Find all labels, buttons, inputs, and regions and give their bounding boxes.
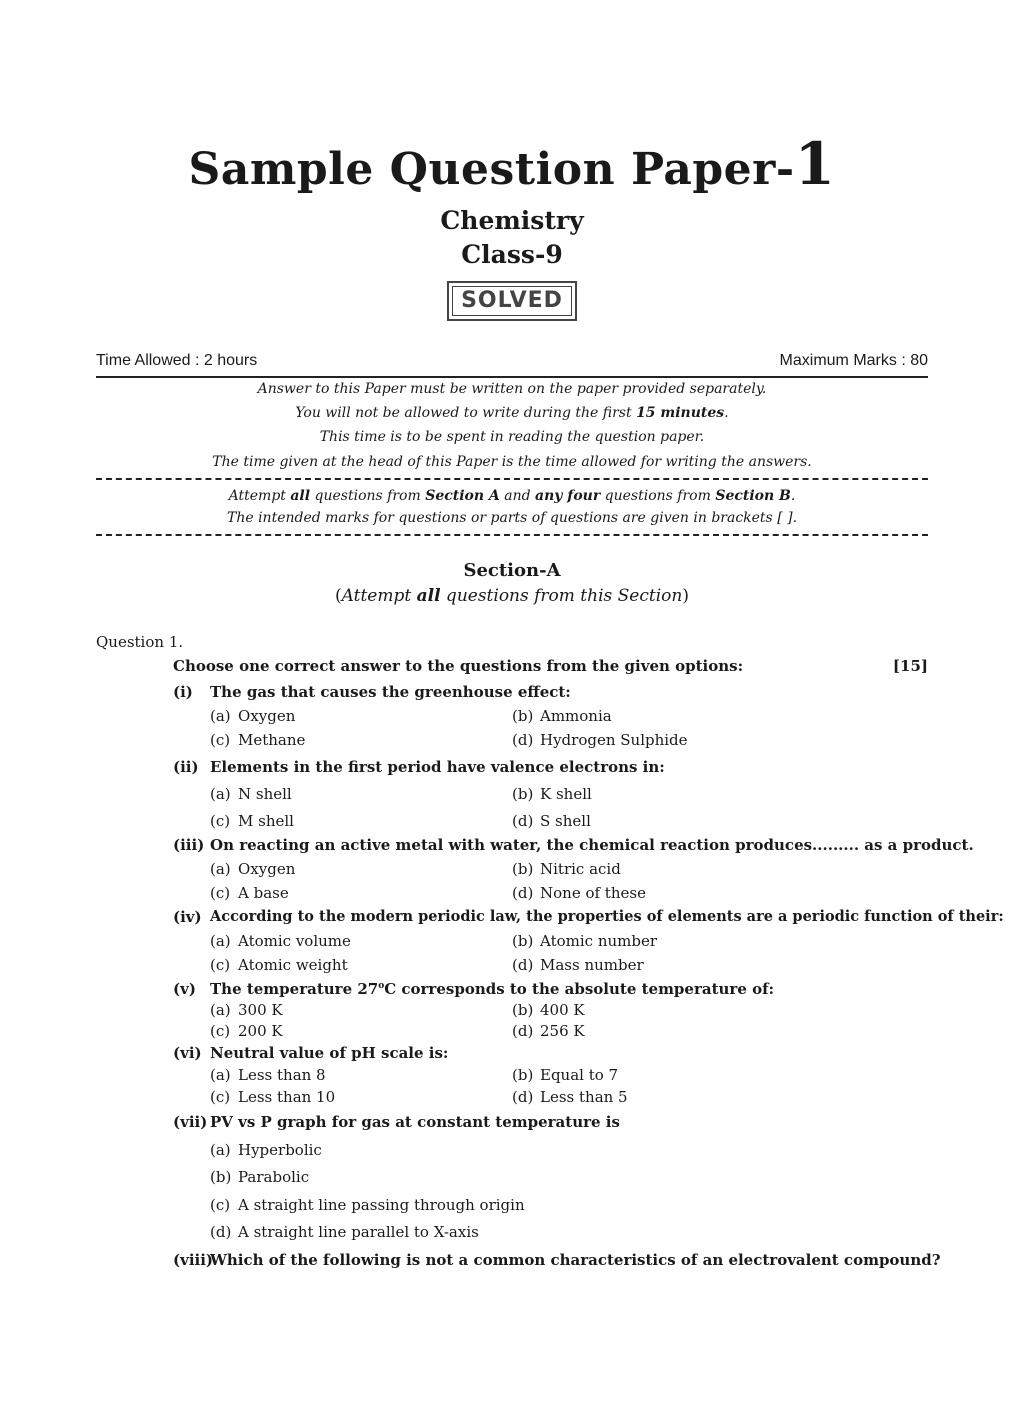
title-text: Sample Question Paper- [188,144,795,195]
question-instruction: Choose one correct answer to the questions from the given options: [173,657,744,675]
instruction-bold: all [290,488,311,504]
instruction-line-3: This time is to be spent in reading the question paper. [319,429,705,445]
option-text: 400 K [540,1001,585,1019]
instruction-bold: Section A [425,488,500,504]
option-text: A straight line passing through origin [238,1196,525,1214]
option-text: Less than 5 [540,1088,628,1106]
option [512,731,688,749]
option-label: (b) [512,860,534,878]
option-text: Less than 8 [238,1066,326,1084]
option-text: Hydrogen Sulphide [540,731,688,749]
item-number: (ii) [173,758,199,776]
option-label: (d) [512,731,534,749]
option [512,932,657,950]
option [512,1001,585,1019]
section-subtitle [0,586,1024,606]
option-label: (d) [210,1223,232,1241]
option-text: S shell [540,812,591,830]
option [512,1022,585,1040]
option-text: Equal to 7 [540,1066,619,1084]
instruction-text: questions from [600,488,716,504]
option-text: 256 K [540,1022,585,1040]
item-question: On reacting an active metal with water, the chemical reaction produces......... as a product. [210,836,974,854]
option-label: (b) [210,1168,232,1186]
solved-badge [447,281,577,321]
option-label: (d) [512,956,534,974]
option [210,1196,525,1214]
time-allowed: Time Allowed : 2 hours [96,352,258,369]
instruction-text: . [790,488,796,504]
option-label: (a) [210,860,231,878]
option-label: (c) [210,1022,231,1040]
option-label: (c) [210,812,231,830]
section-subtitle-text: ) [682,586,689,606]
option-text: Oxygen [238,860,296,878]
section-title: Section-A [463,560,561,581]
paper-title [0,130,1024,198]
option-text: Atomic weight [238,956,348,974]
option-text: Parabolic [238,1168,310,1186]
item-question-text: C corresponds to the absolute temperature of: [384,980,775,998]
instruction-text: You will not be allowed to write during the first [295,405,637,421]
option [210,1022,283,1040]
option [210,1168,309,1186]
item-question: The gas that causes the greenhouse effect: [210,683,571,701]
instruction-line-5 [96,488,928,504]
option [210,1066,326,1084]
option [210,1088,335,1106]
option-text: K shell [540,785,592,803]
class-heading: Class-9 [461,240,563,269]
item-question: Neutral value of pH scale is: [210,1044,449,1062]
option-label: (a) [210,707,231,725]
option-label: (c) [210,731,231,749]
dashed-divider [96,478,928,480]
option-text: None of these [540,884,646,902]
option-label: (d) [512,812,534,830]
item-number: (viii) [173,1251,214,1269]
option [210,785,292,803]
option [512,785,592,803]
option-label: (b) [512,785,534,803]
option-text: Atomic volume [238,932,351,950]
option [210,1001,283,1019]
option-label: (b) [512,1066,534,1084]
option-text: Atomic number [540,932,658,950]
item-question: Elements in the first period have valence electrons in: [210,758,665,776]
title-number: 1 [794,130,836,198]
dashed-divider [96,534,928,536]
instruction-bold: Section B [715,488,791,504]
instruction-text: . [724,405,729,421]
item-number: (v) [173,980,196,998]
option-text: Nitric acid [540,860,621,878]
option [512,884,646,902]
option-text: M shell [238,812,294,830]
option-text: 300 K [238,1001,283,1019]
instruction-text: and [499,488,536,504]
item-question [210,980,774,998]
option [512,956,644,974]
option-label: (d) [512,1022,534,1040]
option-label: (a) [210,1001,231,1019]
option-text: A base [238,884,289,902]
section-subtitle-text: questions from this Section [440,586,683,606]
option-text: 200 K [238,1022,283,1040]
instruction-line-1: Answer to this Paper must be written on the paper provided separately. [257,381,767,397]
option-text: Hyperbolic [238,1141,322,1159]
header-rule [96,376,928,378]
item-number: (iii) [173,836,205,854]
instruction-line-2 [96,405,928,421]
item-question: PV vs P graph for gas at constant temperature is [210,1113,620,1131]
option-label: (d) [512,884,534,902]
option [512,860,621,878]
option [210,1141,322,1159]
option-label: (a) [210,1066,231,1084]
option-label: (c) [210,956,231,974]
option-label: (b) [512,707,534,725]
instruction-text: questions from [310,488,426,504]
option-label: (d) [512,1088,534,1106]
section-subtitle-bold: all [416,586,441,606]
option-label: (a) [210,1141,231,1159]
instruction-line-4: The time given at the head of this Paper is the time allowed for writing the answers. [212,454,812,470]
option [210,812,294,830]
question-label: Question 1. [96,633,184,651]
option [210,1223,479,1241]
option-text: Oxygen [238,707,296,725]
option [512,812,591,830]
option [210,860,295,878]
option [512,707,612,725]
option-text: Ammonia [540,707,612,725]
option-text: Methane [238,731,306,749]
section-subtitle-text: ( [335,586,342,606]
item-question: Which of the following is not a common characteristics of an electrovalent compound? [210,1251,941,1269]
option [210,884,289,902]
item-question-text: The temperature 27 [210,980,379,998]
option-label: (c) [210,1196,231,1214]
option [512,1088,628,1106]
option-label: (c) [210,884,231,902]
question-marks: [15] [892,657,928,675]
option-label: (b) [512,1001,534,1019]
option-label: (a) [210,932,231,950]
solved-badge-label: SOLVED [452,286,572,316]
option-text: Mass number [540,956,644,974]
item-question: According to the modern periodic law, the properties of elements are a periodic function of their: [210,908,1004,925]
item-number: (iv) [173,908,202,926]
item-number: (vii) [173,1113,208,1131]
option [210,707,295,725]
option [210,956,348,974]
degree-sign: o [378,981,385,991]
instruction-line-6: The intended marks for questions or parts of questions are given in brackets [ ]. [226,510,798,526]
option-text: N shell [238,785,292,803]
option [512,1066,618,1084]
solved-badge-wrap [0,281,1024,321]
option [210,932,351,950]
option [210,731,305,749]
instruction-bold: any four [535,488,601,504]
option-text: A straight line parallel to X-axis [238,1223,479,1241]
section-subtitle-text: Attempt [341,586,417,606]
option-label: (a) [210,785,231,803]
item-number: (vi) [173,1044,202,1062]
option-text: Less than 10 [238,1088,336,1106]
instruction-text: Attempt [228,488,291,504]
option-label: (b) [512,932,534,950]
item-number: (i) [173,683,193,701]
maximum-marks: Maximum Marks : 80 [779,352,928,369]
option-label: (c) [210,1088,231,1106]
instruction-bold: 15 minutes [636,405,725,421]
subject-heading: Chemistry [440,206,584,235]
